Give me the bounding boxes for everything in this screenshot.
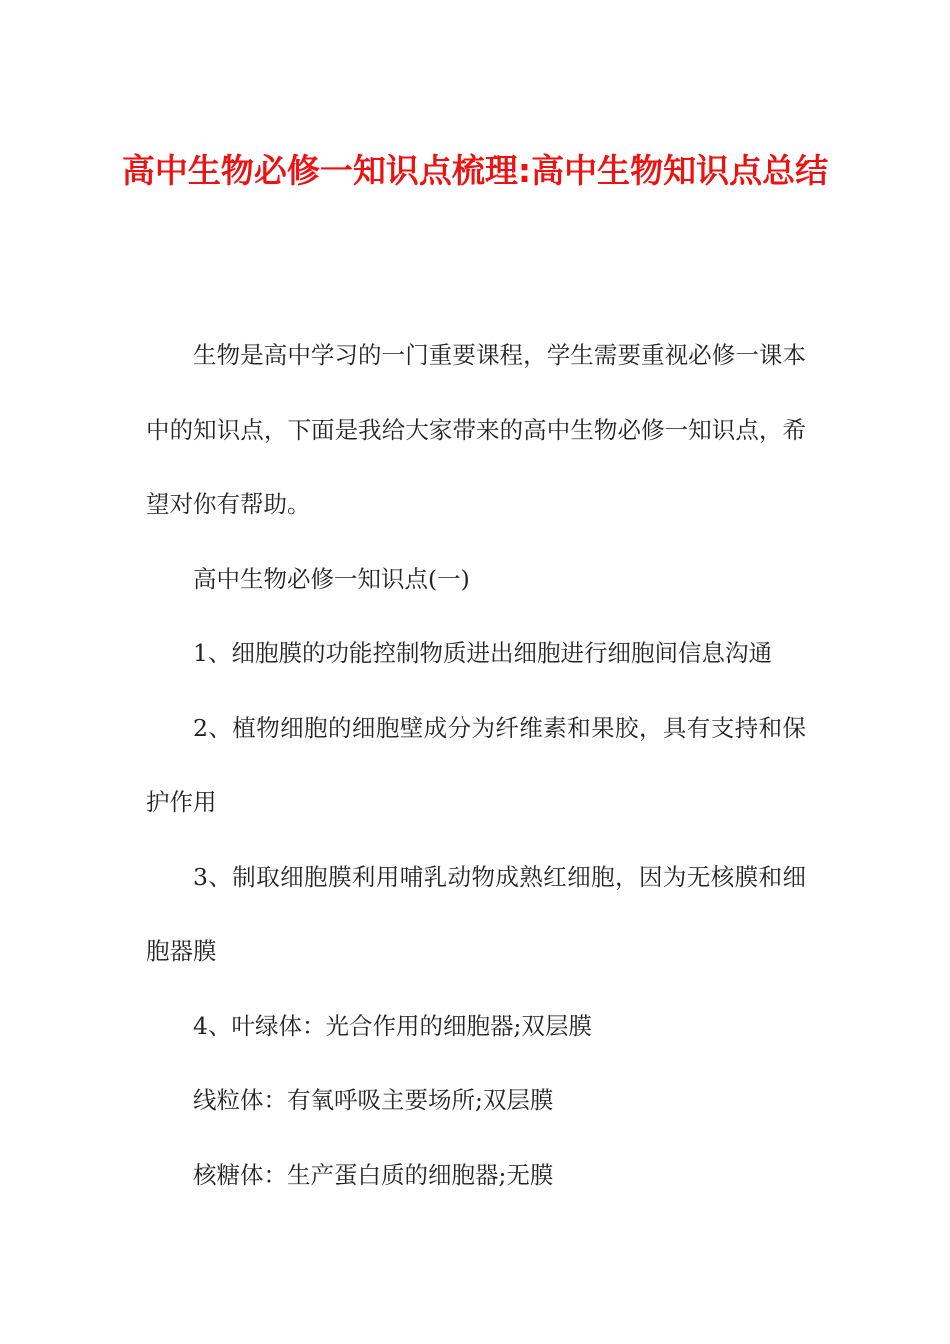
list-item: 核糖体：生产蛋白质的细胞器;无膜 [193,1160,554,1189]
page-title: 高中生物必修一知识点梳理:高中生物知识点总结 [121,151,829,190]
section-heading: 高中生物必修一知识点(一) [193,564,470,593]
list-item: 线粒体：有氧呼吸主要场所;双层膜 [193,1086,554,1114]
list-item: 4、叶绿体：光合作用的细胞器;双层膜 [193,1011,592,1040]
list-item: 1、细胞膜的功能控制物质进出细胞进行细胞间信息沟通 [193,639,772,667]
list-item: 2、植物细胞的细胞壁成分为纤维素和果胶，具有支持和保护作用 [146,713,806,816]
list-item: 3、制取细胞膜利用哺乳动物成熟红细胞，因为无核膜和细胞器膜 [146,862,806,965]
document-body [146,318,806,1212]
intro-paragraph: 生物是高中学习的一门重要课程，学生需要重视必修一课本中的知识点，下面是我给大家带来的高中生物必修一知识点，希望对你有帮助。 [146,341,806,518]
